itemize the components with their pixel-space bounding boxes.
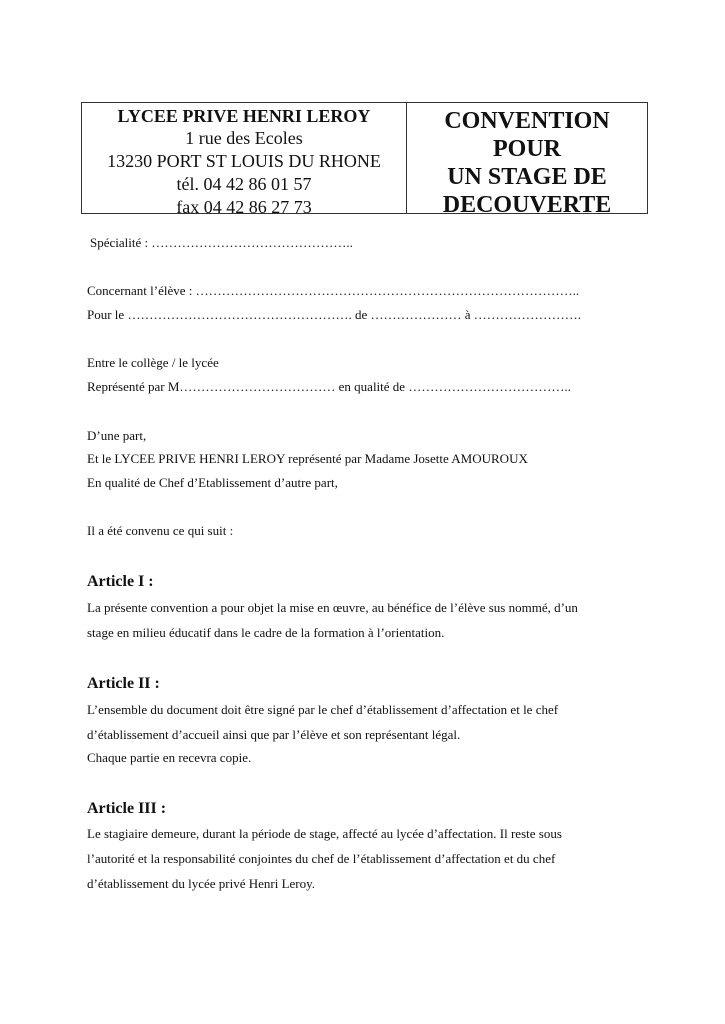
postal-address-line: 13230 PORT ST LOUIS DU RHONE [107, 151, 381, 171]
article-3-line: d’établissement du lycée privé Henri Leroy. [87, 876, 316, 891]
school-name: LYCEE PRIVE HENRI LEROY [117, 106, 371, 126]
first-party-text: D’une part, [87, 428, 147, 443]
school-party-label: Entre le collège / le lycée [87, 355, 219, 370]
title-line: UN STAGE DE [447, 164, 607, 190]
title-line: POUR [493, 136, 561, 162]
representative-field: Représenté par M……………………………… en qualité de ……………………………….. [87, 379, 571, 394]
second-party-role: En qualité de Chef d’Etablissement d’autre part, [87, 475, 338, 490]
article-1-title: Article I : [87, 573, 154, 590]
article-2-line: L’ensemble du document doit être signé par le chef d’établissement d’affectation et le chef [87, 702, 559, 717]
title-line: CONVENTION [444, 108, 610, 134]
address-line: 1 rue des Ecoles [185, 128, 303, 148]
agreement-intro: Il a été convenu ce qui suit : [87, 523, 234, 538]
article-3-line: Le stagiaire demeure, durant la période de stage, affecté au lycée d’affectation. Il reste sous [87, 826, 562, 841]
second-party-text: Et le LYCEE PRIVE HENRI LEROY représenté par Madame Josette AMOUROUX [87, 451, 528, 466]
date-field: Pour le ……………………………………………. de ………………… à ……………………. [87, 307, 581, 322]
article-1-line: La présente convention a pour objet la mise en œuvre, au bénéfice de l’élève sus nommé, d’un [87, 600, 578, 615]
document-title [407, 103, 647, 218]
article-3-title: Article III : [87, 800, 167, 817]
article-2-title: Article II : [87, 675, 160, 692]
school-info [82, 103, 407, 217]
title-line: DECOUVERTE [442, 192, 612, 218]
student-field: Concernant l’élève : …………………………………………………………………………….. [87, 283, 580, 298]
article-2-line: Chaque partie en recevra copie. [87, 750, 252, 765]
phone-number: tél. 04 42 86 01 57 [176, 174, 312, 194]
article-2-line: d’établissement d’accueil ainsi que par l’élève et son représentant légal. [87, 727, 461, 742]
header-box [81, 102, 648, 218]
specialite-field: Spécialité : ……………………………………….. [90, 235, 353, 250]
article-1-line: stage en milieu éducatif dans le cadre de la formation à l’orientation. [87, 625, 445, 640]
fax-number: fax 04 42 86 27 73 [176, 197, 312, 217]
article-3-line: l’autorité et la responsabilité conjointes du chef de l’établissement d’affectation et du chef [87, 851, 556, 866]
